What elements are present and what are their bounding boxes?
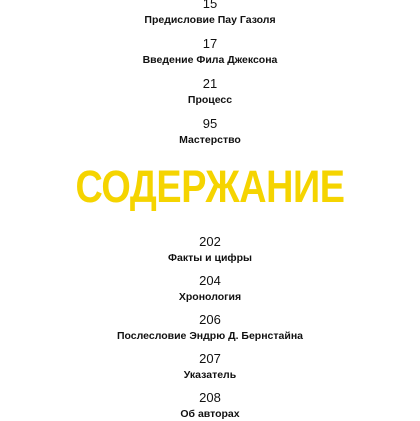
toc-page-number: 17 (202, 36, 218, 51)
toc-entry-process[interactable] (0, 76, 420, 107)
toc-page-number: 15 (202, 0, 218, 11)
toc-entry-title: Процесс (187, 94, 233, 106)
toc-page-number: 95 (202, 116, 218, 131)
toc-page-number: 206 (199, 312, 221, 327)
toc-entry-mastery[interactable] (0, 116, 420, 147)
toc-entry-title: Предисловие Пау Газоля (144, 14, 276, 26)
toc-entry-index[interactable] (0, 351, 420, 382)
toc-page-number: 204 (199, 273, 221, 288)
toc-entry-title: Хронология (178, 291, 242, 303)
toc-entry-afterword[interactable] (0, 312, 420, 343)
toc-page-number: 207 (199, 351, 221, 366)
toc-entry-introduction[interactable] (0, 36, 420, 67)
toc-page-number: 202 (199, 234, 221, 249)
toc-entry-title: Факты и цифры (168, 252, 252, 264)
toc-page-number: 21 (202, 76, 218, 91)
toc-entry-title: Мастерство (179, 134, 241, 146)
toc-entry-chronology[interactable] (0, 273, 420, 304)
toc-page-number: 208 (199, 390, 221, 405)
toc-entry-title: Указатель (183, 369, 237, 381)
toc-entry-title: Введение Фила Джексона (142, 54, 278, 66)
toc-entry-title: Послесловие Эндрю Д. Бернстайна (116, 330, 304, 342)
toc-entry-title: Об авторах (180, 408, 240, 420)
toc-entry-about-authors[interactable] (0, 390, 420, 421)
toc-entry-facts[interactable] (0, 234, 420, 265)
toc-entry-foreword[interactable] (0, 0, 420, 27)
contents-heading: СОДЕРЖАНИЕ (75, 161, 345, 212)
